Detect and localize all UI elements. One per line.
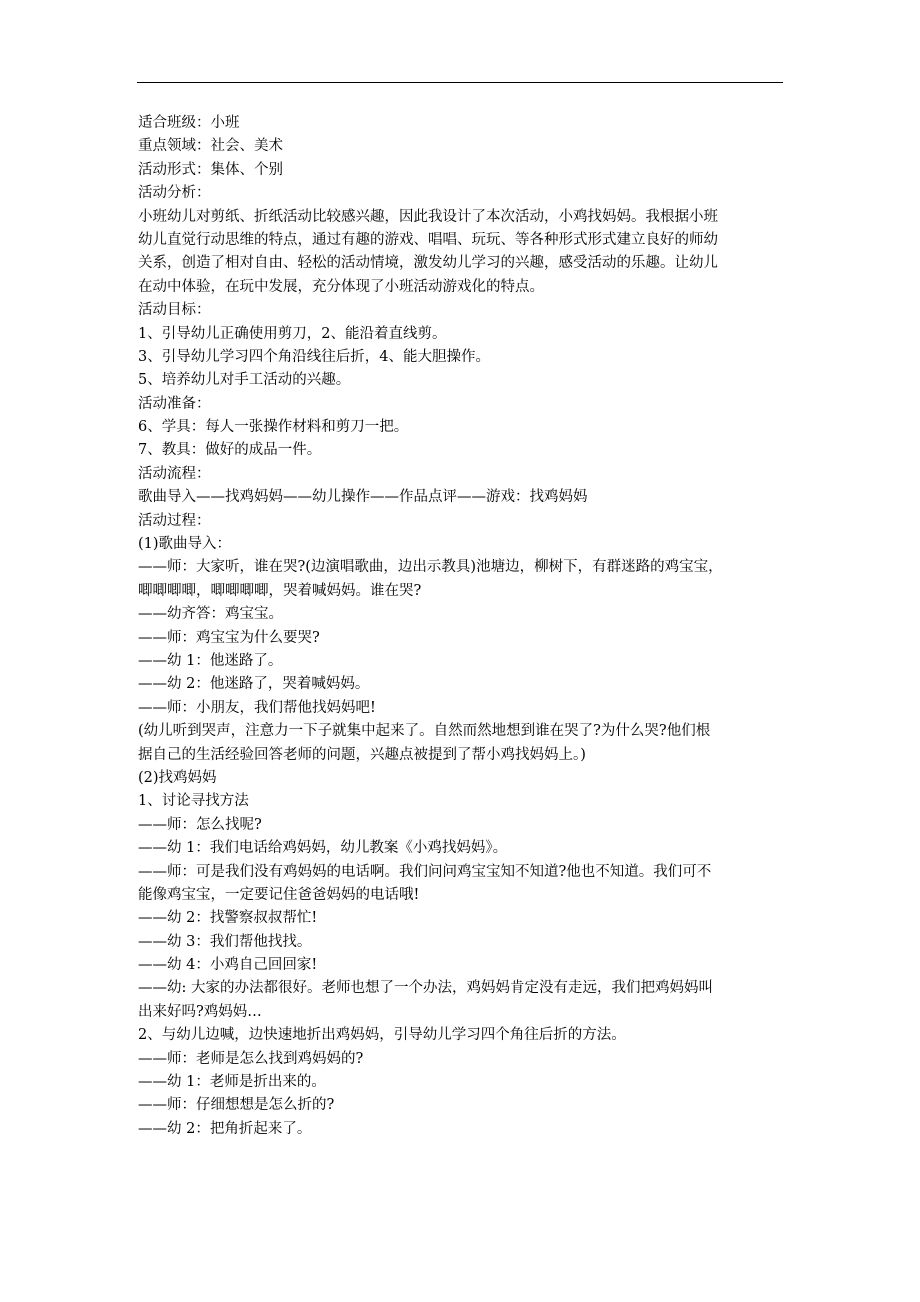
text-line: 据自己的生活经验回答老师的问题，兴趣点被提到了帮小鸡找妈妈上。) [138, 746, 586, 763]
text-line: 1、引导幼儿正确使用剪刀，2、能沿着直线剪。 [138, 325, 447, 342]
text-line: 能像鸡宝宝，一定要记住爸爸妈妈的电话哦! [138, 886, 420, 903]
text-line: ——师：大家听，谁在哭?(边演唱歌曲，边出示教具)池塘边，柳树下，有群迷路的鸡宝宝， [138, 559, 723, 576]
text-line: 出来好吗?鸡妈妈… [138, 1003, 262, 1020]
text-line: ——师：老师是怎么找到鸡妈妈的? [138, 1050, 364, 1067]
text-line: 幼儿直觉行动思维的特点，通过有趣的游戏、唱唱、玩玩、等各种形式形式建立良好的师幼 [138, 231, 718, 248]
text-line: 关系，创造了相对自由、轻松的活动情境，激发幼儿学习的兴趣，感受活动的乐趣。让幼儿 [138, 255, 718, 272]
text-line: ——幼 4：小鸡自己回回家! [138, 957, 318, 974]
document-body [138, 112, 788, 1141]
text-line: ——幼 2：把角折起来了。 [138, 1120, 312, 1137]
meta-domain-line: 重点领域：社会、美术 [138, 138, 283, 155]
text-line: ——幼 2：他迷路了，哭着喊妈妈。 [138, 676, 370, 693]
meta-class-line: 适合班级：小班 [138, 115, 240, 131]
text-line: ——幼 2：找警察叔叔帮忙! [138, 910, 318, 927]
text-line: ——幼 1：我们电话给鸡妈妈，幼儿教案《小鸡找妈妈》。 [138, 840, 508, 857]
section-heading-process: 活动过程： [138, 512, 211, 529]
section-heading-analysis: 活动分析： [138, 185, 211, 202]
text-line: 歌曲导入——找鸡妈妈——幼儿操作——作品点评——游戏：找鸡妈妈 [138, 489, 588, 506]
subsection-heading: (2)找鸡妈妈 [138, 769, 217, 786]
subsection-heading: (1)歌曲导入： [138, 536, 232, 553]
text-line: 1、讨论寻找方法 [138, 793, 249, 810]
text-line: 小班幼儿对剪纸、折纸活动比较感兴趣，因此我设计了本次活动，小鸡找妈妈。我根据小班 [138, 208, 718, 225]
section-heading-goals: 活动目标： [138, 302, 211, 319]
text-line: 3、引导幼儿学习四个角沿线往后折，4、能大胆操作。 [138, 348, 490, 365]
text-line: (幼儿听到哭声，注意力一下子就集中起来了。自然而然地想到谁在哭了?为什么哭?他们根 [138, 723, 711, 740]
header-rule [137, 82, 783, 83]
meta-form-line: 活动形式：集体、个别 [138, 161, 283, 178]
text-line: ——幼 1：他迷路了。 [138, 652, 283, 669]
text-line: ——师：可是我们没有鸡妈妈的电话啊。我们问问鸡宝宝知不知道?他也不知道。我们可不 [138, 863, 712, 880]
section-heading-preparation: 活动准备： [138, 395, 211, 412]
section-heading-flow: 活动流程： [138, 465, 211, 482]
text-line: ——师：仔细想想是怎么折的? [138, 1097, 335, 1114]
text-line: 5、培养幼儿对手工活动的兴趣。 [138, 372, 351, 389]
text-line: ——师：小朋友，我们帮他找妈妈吧! [138, 699, 376, 716]
text-line: ——师：鸡宝宝为什么要哭? [138, 629, 320, 646]
text-line: ——幼: 大家的办法都很好。老师也想了一个办法，鸡妈妈肯定没有走远，我们把鸡妈妈叫 [138, 980, 713, 997]
text-line: 7、教具：做好的成品一件。 [138, 442, 322, 459]
text-line: 2、与幼儿边喊，边快速地折出鸡妈妈，引导幼儿学习四个角往后折的方法。 [138, 1027, 626, 1044]
text-line: ——师：怎么找呢? [138, 816, 262, 833]
text-line: ——幼 3：我们帮他找找。 [138, 933, 312, 950]
text-line: 在动中体验，在玩中发展，充分体现了小班活动游戏化的特点。 [138, 278, 544, 295]
text-line: ——幼 1：老师是折出来的。 [138, 1074, 326, 1091]
text-line: ——幼齐答：鸡宝宝。 [138, 606, 283, 623]
text-line: 唧唧唧唧，唧唧唧唧，哭着喊妈妈。谁在哭? [138, 582, 422, 599]
text-line: 6、学具：每人一张操作材料和剪刀一把。 [138, 419, 409, 436]
